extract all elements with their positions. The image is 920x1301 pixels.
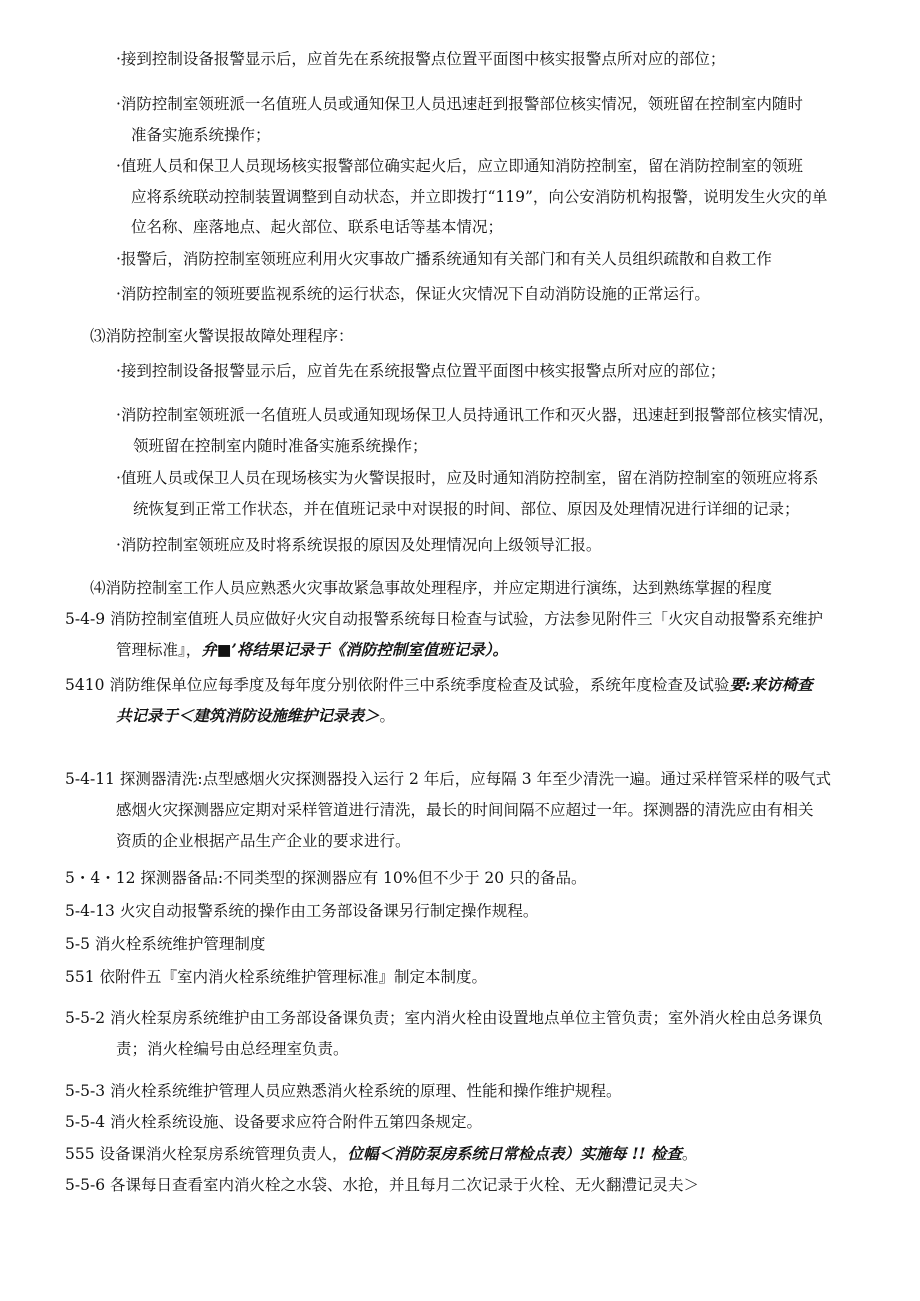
fire-alarm-bullet-3-cont-2: 位名称、座落地点、起火部位、联系电话等基本情况； (131, 218, 504, 236)
item-5-5: 5-5 消火栓系统维护管理制度 (65, 935, 266, 953)
false-alarm-bullet-2: ·消防控制室领班派一名值班人员或通知现场保卫人员持通讯工作和灭火器，迅速赶到报警部位核实情况， (116, 406, 834, 424)
fire-alarm-bullet-5: ·消防控制室的领班要监视系统的运行状态，保证火灾情况下自动消防设施的正常运行。 (116, 285, 710, 303)
item-5-4-12: 5・4・12 探测器备品:不同类型的探测器应有 10%但不少于 20 只的备品。 (65, 869, 587, 887)
item-5-5-6: 5-5-6 各课每日查看室内消火栓之水袋、水抢，并且每月二次记录于火栓、无火翻澧记灵夫＞ (65, 1176, 699, 1194)
item-5410-line-2 (116, 705, 395, 727)
item-5410-bold-2: 共记录于＜建筑消防设施维护记录表＞ (116, 706, 380, 725)
item-5-4-9-bold: 弁■’将结果记录于《消防控制室值班记录）。 (201, 640, 509, 659)
item-5-5-1: 551 依附件五『室内消火栓系统维护管理标准』制定本制度。 (65, 968, 488, 986)
item-5410-end: 。 (379, 707, 396, 725)
item-5-5-2-line-2: 责；消火栓编号由总经理室负责。 (116, 1040, 349, 1058)
item-5-5-2-line-1: 5-5-2 消火栓泵房系统维护由工务部设备课负责；室内消火栓由设置地点单位主管负责；室外消火栓由总务课负 (65, 1009, 823, 1027)
item-5410-line-1 (65, 674, 813, 696)
fire-alarm-bullet-2-cont: 准备实施系统操作； (131, 126, 271, 144)
item-5-5-5 (65, 1143, 697, 1165)
false-alarm-bullet-2-cont: 领班留在控制室内随时准备实施系统操作； (133, 437, 428, 455)
false-alarm-bullet-1: ·接到控制设备报警显示后，应首先在系统报警点位置平面图中核实报警点所对应的部位； (116, 362, 726, 380)
item-5-5-4: 5-5-4 消火栓系统设施、设备要求应符合附件五第四条规定。 (65, 1113, 482, 1131)
fire-alarm-bullet-4: ·报警后，消防控制室领班应利用火灾事故广播系统通知有关部门和有关人员组织疏散和自救工作 (116, 250, 772, 268)
item-5-4-11-line-2: 感烟火灾探测器应定期对采样管道进行清洗，最长的时间间隔不应超过一年。探测器的清洗应由有相关 (116, 801, 814, 819)
false-alarm-bullet-3-cont: 统恢复到正常工作状态，并在值班记录中对误报的时间、部位、原因及处理情况进行详细的记录； (133, 500, 800, 518)
fire-alarm-bullet-3: ·值班人员和保卫人员现场核实报警部位确实起火后，应立即通知消防控制室，留在消防控制室的领班 (116, 157, 803, 175)
item-5-5-5-end: 。 (681, 1145, 698, 1163)
false-alarm-heading: ⑶消防控制室火警误报故障处理程序： (90, 327, 354, 345)
item-5-4-11-line-1: 5-4-11 探测器清洗:点型感烟火灾探测器投入运行 2 年后，应每隔 3 年至少清洗一遍。通过采样管采样的吸气式 (65, 770, 832, 788)
item-5-4-11-line-3: 资质的企业根据产品生产企业的要求进行。 (116, 832, 411, 850)
fire-alarm-bullet-1: ·接到控制设备报警显示后，应首先在系统报警点位置平面图中核实报警点所对应的部位； (116, 50, 726, 68)
item-5-5-5-plain: 555 设备课消火栓泵房系统管理负责人， (65, 1145, 348, 1163)
item-5-4-9-line-1: 5-4-9 消防控制室值班人员应做好火灾自动报警系统每日检查与试验，方法参见附件三「火灾自动报警系充维护 (65, 610, 823, 628)
fire-alarm-bullet-2: ·消防控制室领班派一名值班人员或通知保卫人员迅速赶到报警部位核实情况，领班留在控制室内随时 (116, 95, 803, 113)
fire-alarm-bullet-3-cont-1: 应将系统联动控制装置调整到自动状态，并立即拨打“119”，向公安消防机构报警，说明发生火灾的单 (131, 188, 828, 206)
item-5-4-9-plain: 管理标准』， (116, 641, 202, 659)
item-5-5-5-bold: 位幅＜消防泵房系统日常检点表）实施每 !! 检查 (347, 1144, 682, 1163)
item-5410-bold: 要:来访椅查 (729, 675, 813, 694)
item-4: ⑷消防控制室工作人员应熟悉火灾事故紧急事故处理程序，并应定期进行演练，达到熟练掌握的程度 (90, 579, 773, 597)
item-5-5-3: 5-5-3 消火栓系统维护管理人员应熟悉消火栓系统的原理、性能和操作维护规程。 (65, 1082, 622, 1100)
false-alarm-bullet-4: ·消防控制室领班应及时将系统误报的原因及处理情况向上级领导汇报。 (116, 536, 602, 554)
false-alarm-bullet-3: ·值班人员或保卫人员在现场核实为火警误报时，应及时通知消防控制室，留在消防控制室的领班应将系 (116, 469, 819, 487)
item-5410-plain: 5410 消防维保单位应每季度及每年度分别依附件三中系统季度检查及试验，系统年度检查及试验 (65, 676, 730, 694)
item-5-4-9-line-2 (116, 639, 508, 661)
item-5-4-13: 5-4-13 火灾自动报警系统的操作由工务部设备课另行制定操作规程。 (65, 902, 539, 920)
